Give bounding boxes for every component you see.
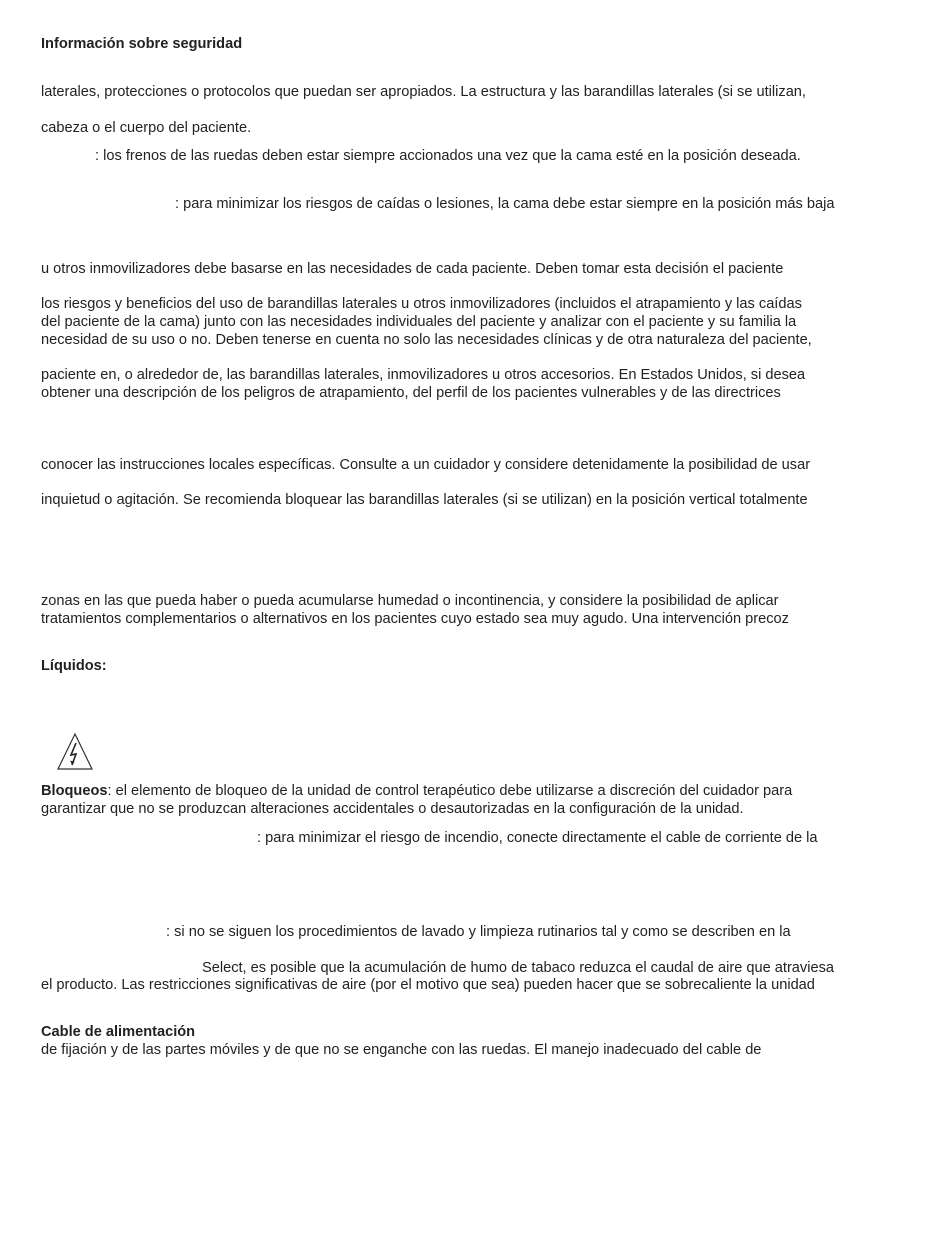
section-title: Información sobre seguridad	[41, 36, 243, 52]
text-line: inquietud o agitación. Se recomienda bloquear las barandillas laterales (si se utilizan) en la posición vertical totalmente	[41, 492, 808, 508]
text-line: u otros inmovilizadores debe basarse en las necesidades de cada paciente. Deben tomar esta decisión el paciente	[41, 261, 784, 277]
text-line: los riesgos y beneficios del uso de barandillas laterales u otros inmovilizadores (incluidos el atrapamiento y las caídas	[41, 296, 802, 312]
text-line: garantizar que no se produzcan alteraciones accidentales o desautorizadas en la configuración de la unidad.	[41, 801, 744, 817]
text-line: paciente en, o alrededor de, las barandillas laterales, inmovilizadores u otros accesorios. En Estados Unidos, si desea	[41, 367, 806, 383]
bloqueos-line	[41, 782, 792, 800]
text-line: laterales, protecciones o protocolos que puedan ser apropiados. La estructura y las barandillas laterales (si se utilizan,	[41, 84, 806, 100]
text-line: cabeza o el cuerpo del paciente.	[41, 120, 252, 136]
text-line: el producto. Las restricciones significativas de aire (por el motivo que sea) pueden hacer que se sobrecaliente la unidad	[41, 977, 815, 993]
text-line: necesidad de su uso o no. Deben tenerse en cuenta no solo las necesidades clínicas y de otra naturaleza del paciente,	[41, 332, 812, 348]
bloqueos-text: : el elemento de bloqueo de la unidad de control terapéutico debe utilizarse a discreción del cuidador para	[107, 783, 793, 799]
text-line: : si no se siguen los procedimientos de lavado y limpieza rutinarios tal y como se describen en la	[166, 924, 791, 940]
text-line: de fijación y de las partes móviles y de que no se enganche con las ruedas. El manejo inadecuado del cable de	[41, 1042, 762, 1058]
text-line: : para minimizar el riesgo de incendio, conecte directamente el cable de corriente de la	[257, 830, 818, 846]
cable-heading: Cable de alimentación	[41, 1024, 196, 1040]
text-line: conocer las instrucciones locales específicas. Consulte a un cuidador y considere detenidamente la posibilidad de usar	[41, 457, 811, 473]
text-line: tratamientos complementarios o alternativos en los pacientes cuyo estado sea muy agudo. Una intervención precoz	[41, 611, 789, 627]
text-line: : para minimizar los riesgos de caídas o lesiones, la cama debe estar siempre en la posición más baja	[175, 196, 835, 212]
text-line: obtener una descripción de los peligros de atrapamiento, del perfil de los pacientes vulnerables y de las directrices	[41, 385, 781, 401]
text-line: del paciente de la cama) junto con las necesidades individuales del paciente y analizar con el paciente y su familia la	[41, 314, 797, 330]
liquidos-heading: Líquidos:	[41, 658, 107, 674]
text-line: zonas en las que pueda haber o pueda acumularse humedad o incontinencia, y considere la posibilidad de aplicar	[41, 593, 779, 609]
bloqueos-label: Bloqueos	[41, 783, 108, 799]
electrical-hazard-warning-icon	[56, 732, 94, 772]
text-line: Select, es posible que la acumulación de humo de tabaco reduzca el caudal de aire que atraviesa	[202, 960, 834, 976]
text-line: : los frenos de las ruedas deben estar siempre accionados una vez que la cama esté en la posición deseada.	[95, 148, 801, 164]
